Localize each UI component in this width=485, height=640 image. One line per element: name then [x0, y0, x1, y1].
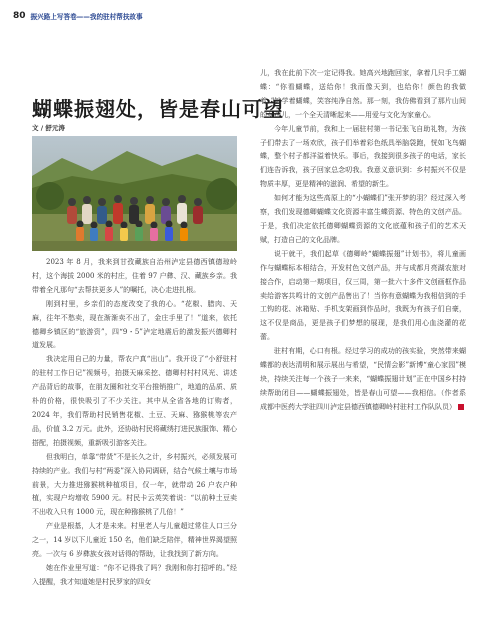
paragraph: 说干就干，我们起草《德卿岭“蝴蝶振翅”计划书》，将儿童画作与蝴蝶标本相结合，开发村色文创产品，并与成都月亮湖农旅对接合作，启动第一期项目，仅三周，第一批六十多件文创画框作品卖给游客共鸣计的文创产品售出了！当你有意蝴蝶为我相信到的手工钩的花、冰箱贴、手机支架画到作品时，我既为有孩子们自豪，这不仅是商品，更是孩子们梦想的展现，是我们用心血浇灌的花蕾。: [260, 249, 466, 342]
article-byline: 文 / 舒元涛: [32, 124, 65, 132]
final-paragraph: [260, 345, 466, 415]
group-photo: [32, 136, 237, 251]
paragraph: 如何才能为这些高原上的“小蝴蝶们”张开梦的羽？经过深入考察，我们发现德卿蝴蝶文化资源丰富生蝶资源、特色的文创产品。于是，我们决定依托德卿蝴蝶资源的文化底蕴和孩子们的艺术天赋，打造自己的文化品牌。: [260, 194, 466, 244]
article-body-right: [260, 67, 466, 415]
paragraph: 今年儿童节前，我和上一届驻村第一书记张飞自助礼物，为孩子们带去了一场欢欣，孩子们举着彩色纸具举脑袋跑，恍如飞鸟蝴蝶，整个村子都洋溢着快乐。事后，我接到很多孩子的电话，家长们连告诉我，孩子回家总念叨我。我意义意识到：乡村振兴不仅是物质丰厚，更是精神的滋润、希望的新生。: [260, 124, 466, 189]
article-title: 蝴蝶振翅处，皆是春山可望: [32, 97, 284, 121]
paragraph: 儿，我在此前下次一定记得我。她高兴地跑回家，拿着几只手工蝴蝶：“你看蝴蝶，送给你！我而像天到，也给你！颜色的我做着。”她学着蝴蝶，笑容纯净自然。那一刻，我仿佛看到了那片山间的女孩儿，一个全天清晰起来——用爱与文化为家童心。: [260, 69, 466, 119]
paragraph: 刚到村里，乡亲们的态度改变了我的心。“花椒、腊肉、天麻，往年不愁卖，现在渐渐卖不出了，金庄手里了！”道来，依托德卿乡镇区的“旅游资”，四“9・5”泸定地震后的激发振兴德卿村道发展。: [32, 299, 237, 350]
paragraph: 产业是根基，人才是未来。村里老人与儿童超过常住人口三分之一，14 岁以下儿童近 150 名，他们缺乏陪伴，精神世界渴望照亮。一次与 6 岁彝族女孩对话得的帮助，让我找到了新方向。: [32, 522, 237, 559]
paragraph: 她在作业里写道：“你不记得我了吗？我刚和你打招呼的。”经入提醒，我才知道她是村民罗家的四女: [32, 563, 237, 586]
paragraph: 我决定用自己的力量，帮农户真“出山”。我开设了“小舒驻村的驻村工作日记”视频号，拍摄天麻采挖、德卿村村村风光、讲述产品背后的故事，在朋友圈和社交平台推销推广，地道的品质、质朴的价格，很快吸引了不少关注。其中从全省各地的订购者，2024 年，我们帮助村民销售花椒、土豆、天麻、猕猴桃等农产品，价值 3.2 万元。此外，还协助村民将藏绣打进民族服饰、精心搭配，拍摄视频，重新吸引游客关注。: [32, 355, 237, 447]
paragraph: 但我明白，单靠“带货”不是长久之计，乡村振兴，必须发展可持续的产业。我们与村“两委”深入协同调研，结合气候土壤与市场前景，大力推进猕猴桃种植项目，仅一年，就带动 26 户农户种植，实现户均增收 5900 元。村民卡云英笑着说：“以前种土豆卖不出收入只有 1000 元，现在种猕猴桃了几倍！”: [32, 452, 237, 517]
page-header: [13, 9, 143, 23]
section-title: 振兴路上写答卷——我的驻村帮扶故事: [30, 13, 143, 21]
article-body-left: [32, 256, 237, 590]
page-number: 80: [13, 11, 26, 21]
paragraph: 2023 年 8 月，我来到甘孜藏族自治州泸定县德西镇德琼岭村，这个海拔 2000 米的村庄，住着 97 户彝、汉、藏族乡亲。我带着全凡那句“去帮扶更多人”的嘱托，决心走进扎根。: [32, 258, 237, 294]
group-photo-illustration: [32, 136, 237, 251]
end-mark-icon: [458, 404, 464, 410]
paragraph-text: 驻村有期，心口有根。经过学习的成功的孩实验，突然带来蝴蝶都的表达清明和展示展出与希望，“民情会影”新博“童心家园”模块，持续关注每一个孩子一来来，“蝴蝶振翅计划”正在中国乡村持续帮助闭目——蝴蝶振翅处，皆是春山可望——我相信。（作者系成都中医药大学驻四川泸定县德西镇德卿岭村驻村工作队队员）: [260, 347, 466, 411]
